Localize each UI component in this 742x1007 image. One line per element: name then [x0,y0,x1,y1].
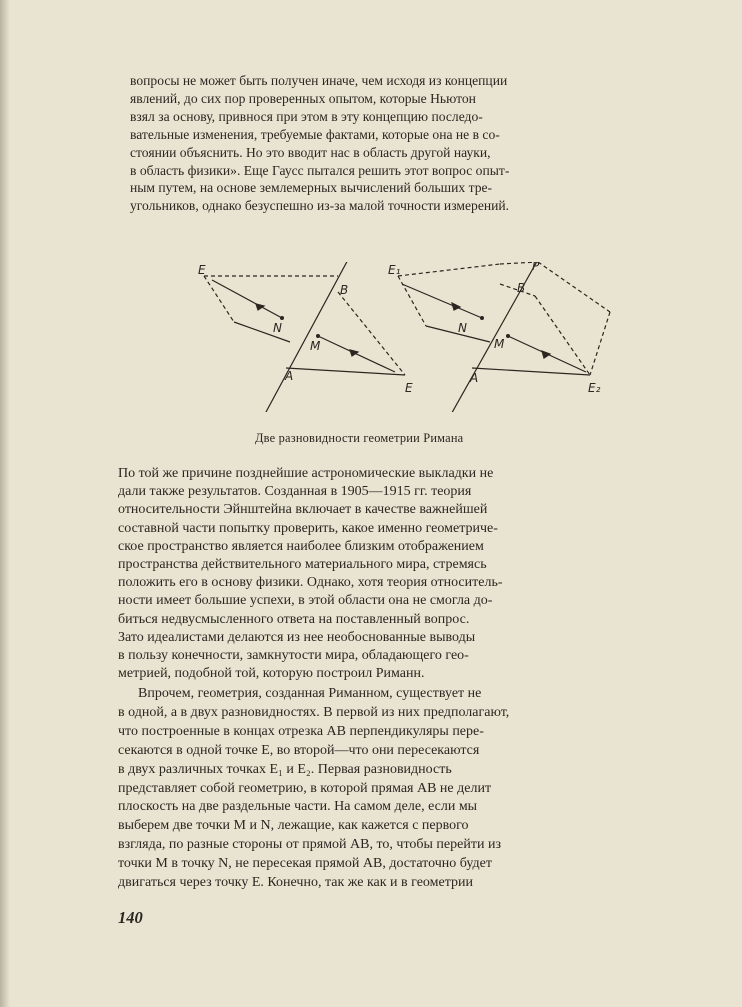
dashed-line [338,292,405,375]
text-line: угольников, однако безуспешно из-за малой точности измерений. [130,198,510,214]
text-line: в двух различных точках E₁ и E₂. Первая разновидность [118,761,452,777]
segment-en [212,280,282,318]
page-edge-shadow [0,0,10,1007]
label-b: B [340,283,349,297]
label-m: M [310,339,321,353]
perpendicular-right-line [472,368,590,375]
text-line: в пользу конечности, замкнутости мира, обладающего гео- [118,648,469,664]
text-line: взгляда, по разные стороны от прямой AB, то, чтобы перейти из [118,837,501,853]
point-m [506,334,510,338]
text-line: метрией, подобной той, которую построил Риманн. [118,666,425,682]
label-n: N [273,321,282,335]
text-line: ным путем, на основе землемерных вычислений больших тре- [130,180,493,196]
riemann-geometry-figure [190,262,630,412]
paragraph-3 [118,685,676,893]
label-e2: E₂ [588,381,601,395]
text-line: точки M в точку N, не пересекая прямой AB, достаточно будет [118,856,492,872]
text-line: вательные изменения, требуемые фактами, которые она не в со- [130,126,500,142]
line-ab-left [252,262,350,412]
label-p: P [532,262,540,273]
arrowhead [350,350,358,356]
arrowhead [256,304,264,310]
point-m [316,334,320,338]
text-line: вопросы не может быть получен иначе, чем исходя из концепции [130,73,508,88]
point-n [480,316,484,320]
label-b: B [517,281,526,295]
text-line: двигаться через точку E. Конечно, так же как и в геометрии [118,875,474,891]
text-line: выберем две точки M и N, лежащие, как кажется с первого [118,818,469,834]
text-line: Зато идеалистами делаются из нее необоснованные выводы [118,629,476,645]
segment-me [318,336,395,372]
text-line: ности имеет большие успехи, в этой области она не смогла до- [118,593,493,609]
arrowhead [542,351,550,358]
label-a: A [470,371,479,385]
page-number: 140 [118,908,143,927]
text-line: что построенные в концах отрезка AB перпендикуляры пере- [118,723,484,739]
dashed-line [204,276,234,322]
text-line: положить его в основу физики. Однако, хотя теория относитель- [118,575,503,591]
label-e1: E₁ [388,263,401,277]
dashed-line [590,312,610,375]
text-line: взял за основу, привнося при этом в эту концепцию последо- [130,108,483,124]
dashed-line [535,296,590,375]
dashed-line [538,262,610,312]
text-line: в одной, а в двух разновидностях. В первой из них предполагают, [118,704,510,720]
text-line: относительности Эйнштейна включает в качестве важнейшей [118,502,488,518]
arrowhead [452,303,460,310]
text-line: в область физики». Еще Гаусс пытался решить этот вопрос опыт- [130,162,510,178]
label-e-bottom: E [405,381,413,395]
label-m: M [494,337,505,351]
dashed-line [398,276,426,326]
paragraph-2 [118,465,676,683]
text-line: стоянии объяснить. Но это вводит нас в область другой науки, [130,144,491,160]
label-n: N [458,321,467,335]
text-line: ское пространство является наиболее близким отображением [118,538,484,554]
text-line: По той же причине позднейшие астрономические выкладки не [118,466,494,481]
text-line: секаются в одной точке E, во второй—что они пересекаются [118,742,480,758]
segment-e1n [402,284,482,318]
point-n [280,316,284,320]
text-line: дали также результатов. Созданная в 1905—1915 гг. теория [118,484,472,500]
text-line: плоскость на две раздельные части. На самом деле, если мы [118,799,478,815]
text-line: пространства действительного материального мира, стремясь [118,557,487,573]
figure-caption: Две разновидности геометрии Римана [255,431,464,445]
text-line: Впрочем, геометрия, созданная Риманном, существует не [138,686,482,701]
text-line: представляет собой геометрию, в которой прямая AB не делит [118,780,492,796]
text-line: биться недвусмысленного ответа на поставленный вопрос. [118,611,470,627]
label-a: A [285,369,294,383]
label-e: E [198,263,206,277]
text-line: составной части попытку проверить, какое именно геометриче- [118,520,498,536]
paragraph-1 [130,72,676,215]
dashed-line [398,264,500,276]
perpendicular-a-line [286,368,405,375]
text-line: явлений, до сих пор проверенных опытом, которые Ньютон [130,90,476,106]
